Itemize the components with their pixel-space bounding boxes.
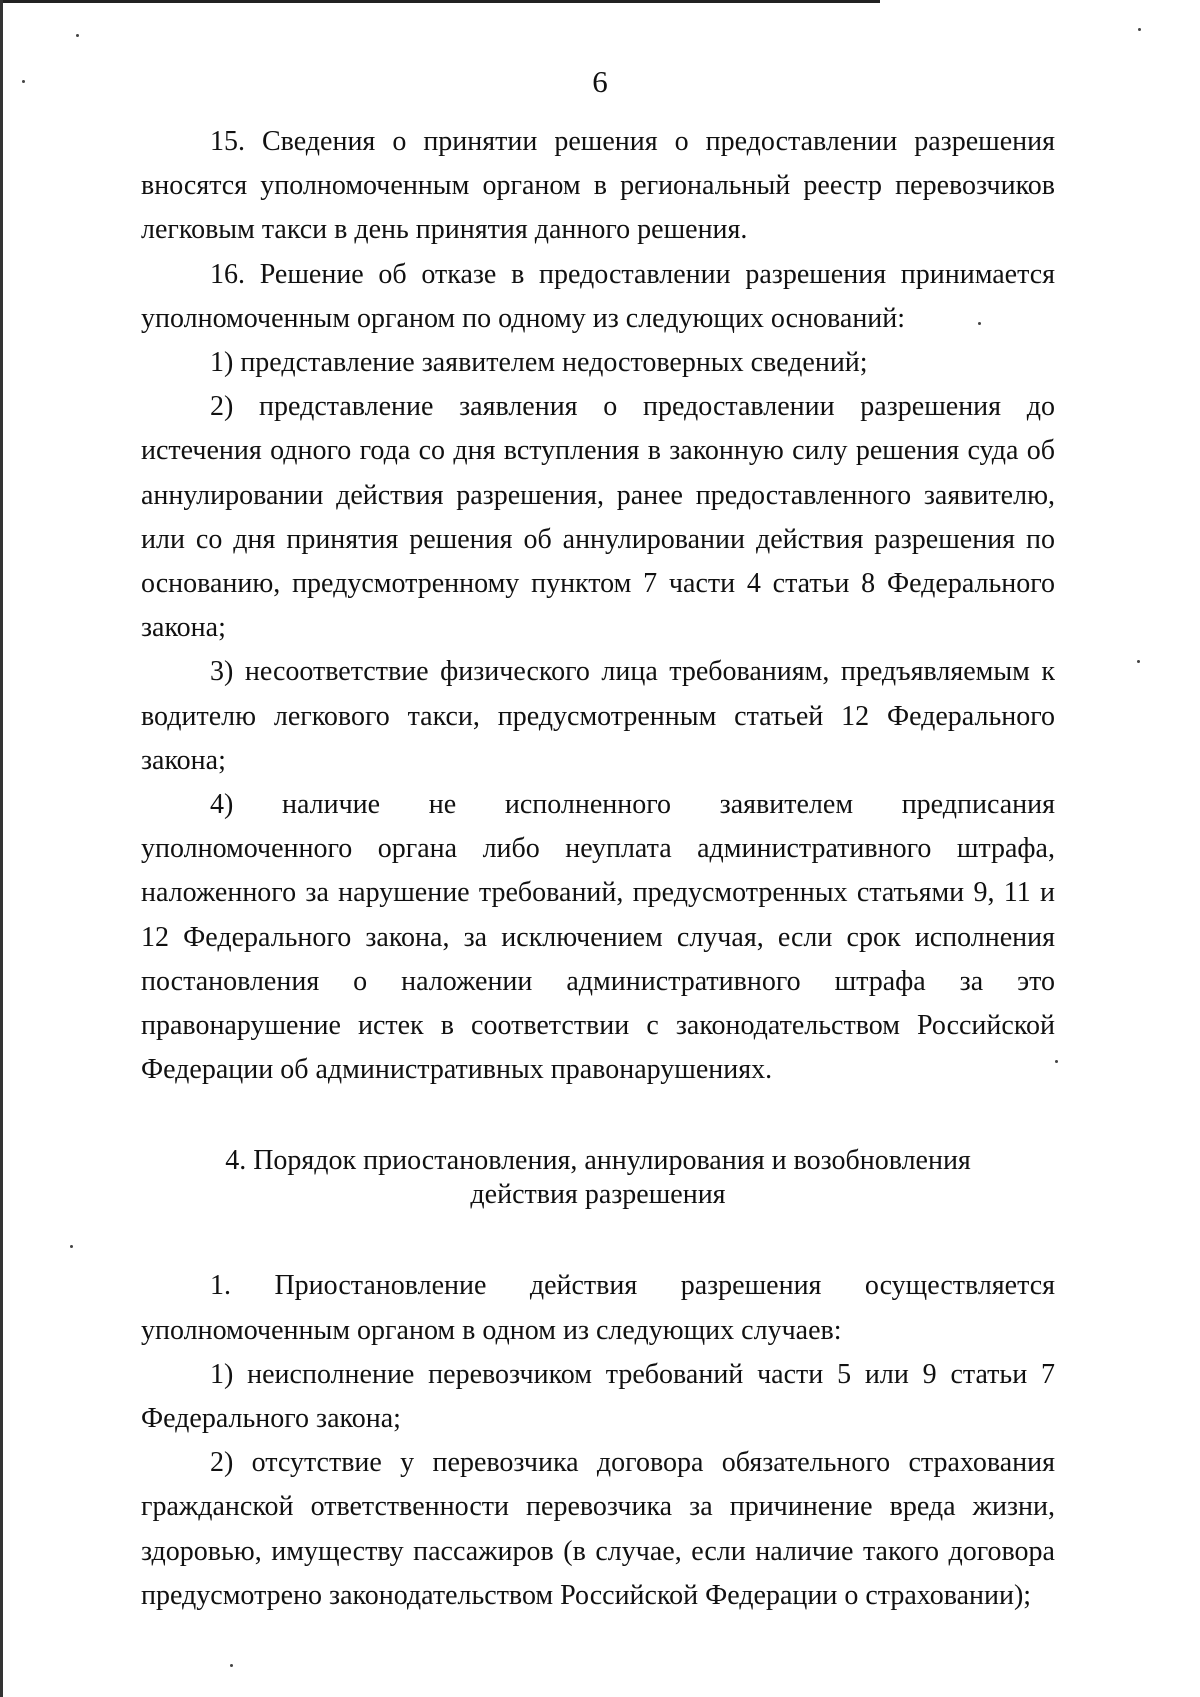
section-heading bbox=[141, 1144, 1055, 1212]
list-item: 1) представление заявителем недостоверных сведений; bbox=[210, 347, 868, 379]
list-item: 1) неисполнение перевозчиком требований части 5 или 9 статьи 7 Федерального закона; bbox=[141, 1358, 1055, 1435]
list-item: 2) отсутствие у перевозчика договора обязательного страхования гражданской ответственности перевозчика за причинение вреда жизни, здоровью, имуществу пассажиров (в случае, если наличие такого договора предусмотрено законодательством Российской Федерации о страховании); bbox=[141, 1447, 1055, 1611]
paragraph: 15. Сведения о принятии решения о предоставлении разрешения вносятся уполномоченным органом в региональный реестр перевозчиков легковым такси в день принятия данного решения. bbox=[141, 126, 1055, 246]
scan-speck bbox=[76, 34, 79, 37]
list-item: 4) наличие не исполненного заявителем предписания уполномоченного органа либо неуплата административного штрафа, наложенного за нарушение требований, предусмотренных статьями 9, 11 и 12 Федерального закона, за исключением случая, если срок исполнения постановления о наложении административного штрафа за это правонарушение истек в соответствии с законодательством Российской Федерации об административных правонарушениях. bbox=[141, 789, 1055, 1086]
scan-top-border bbox=[0, 0, 880, 3]
scan-speck bbox=[1055, 1060, 1058, 1063]
section-heading-line: действия разрешения bbox=[470, 1179, 726, 1211]
list-item: 2) представление заявления о предоставлении разрешения до истечения одного года со дня вступления в законную силу решения суда об аннулировании действия разрешения, ранее предоставленного заявителю, или со дня принятия решения об аннулировании действия разрешения по основанию, предусмотренному пунктом 7 части 4 статьи 8 Федерального закона; bbox=[141, 391, 1055, 644]
paragraph: 16. Решение об отказе в предоставлении разрешения принимается уполномоченным органом по одному из следующих оснований: bbox=[141, 258, 1055, 334]
scan-speck bbox=[1137, 660, 1140, 663]
scan-speck bbox=[230, 1664, 233, 1667]
list-item: 3) несоответствие физического лица требованиям, предъявляемым к водителю легкового такси, предусмотренным статьей 12 Федерального закона; bbox=[141, 656, 1055, 776]
paragraph: 1. Приостановление действия разрешения осуществляется уполномоченным органом в одном из следующих случаев: bbox=[141, 1270, 1055, 1346]
scan-speck bbox=[70, 1245, 73, 1248]
page-number: 6 bbox=[592, 64, 608, 99]
scan-speck bbox=[1138, 28, 1141, 31]
document-body bbox=[141, 120, 1055, 1618]
scan-left-border bbox=[0, 0, 3, 1697]
section-heading-line: 4. Порядок приостановления, аннулирования и возобновления bbox=[225, 1145, 971, 1177]
